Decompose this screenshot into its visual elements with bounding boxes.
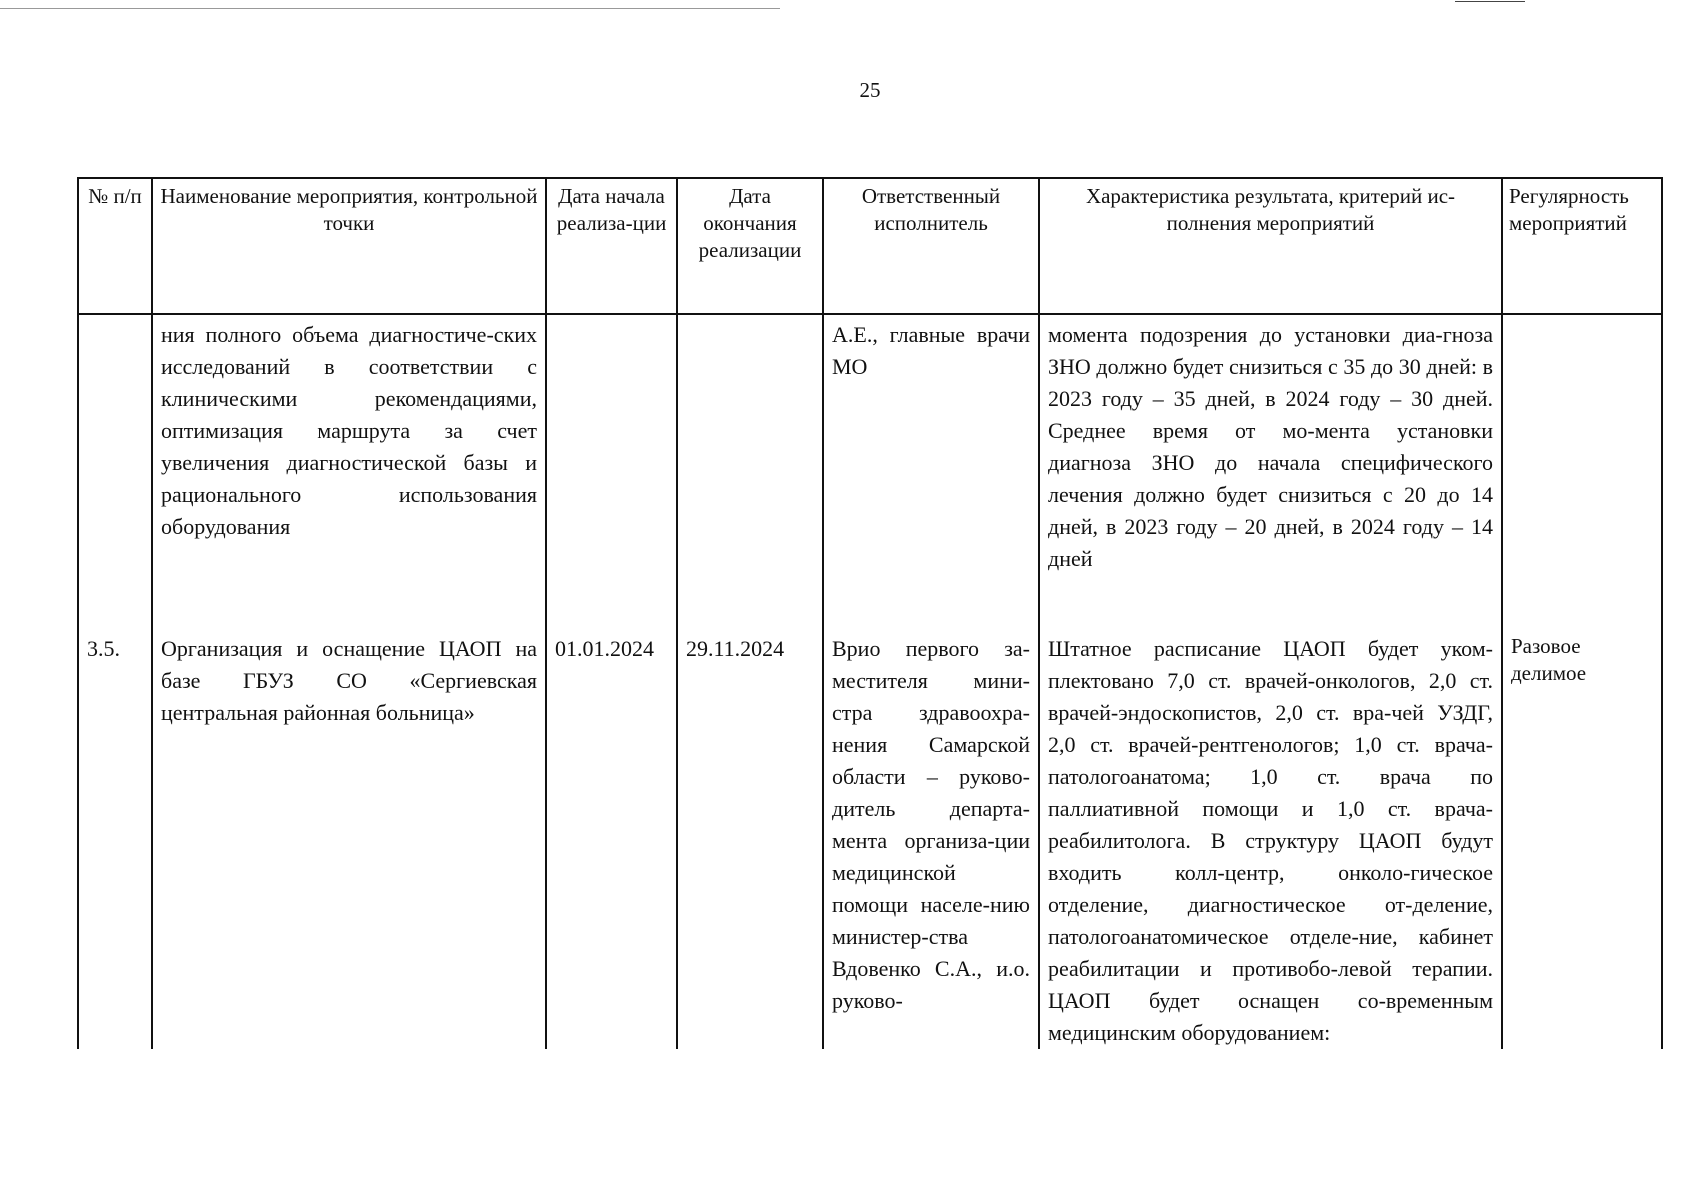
header-number: № п/п (78, 178, 152, 314)
header-end-date: Дата окончания реализации (677, 178, 823, 314)
row-number: 3.5. (78, 599, 152, 1049)
scan-edge-line (1455, 1, 1525, 2)
row-activity-name: Организация и оснащение ЦАОП на базе ГБУЗ СО «Сергиевская центральная районная больница» (152, 599, 546, 1049)
row-result: Штатное расписание ЦАОП будет уком-плектовано 7,0 ст. врачей-онкологов, 2,0 ст. врачей-эндоскопистов, 2,0 ст. вра-чей УЗДГ, 2,0 ст. врачей-рентгенологов; 1,0 ст. врача-патологоанатома; 1,0 ст. врача по паллиативной помощи и 1,0 ст. врача-реабилитолога. В структуру ЦАОП будут входить колл-центр, онколо-гическое отделение, диагностическое от-деление, патологоанатомическое отделе-ние, кабинет реабилитации и противобо-левой терапии. ЦАОП будет оснащен со-временным медицинским оборудованием: (1039, 599, 1502, 1049)
row-regularity (1502, 314, 1662, 599)
row-end-date: 29.11.2024 (677, 599, 823, 1049)
row-number (78, 314, 152, 599)
row-start-date (546, 314, 677, 599)
header-start-date: Дата начала реализа-ции (546, 178, 677, 314)
page-number: 25 (859, 78, 881, 102)
table-header-row (78, 178, 1662, 314)
header-regularity: Регулярность мероприятий (1502, 178, 1662, 314)
row-end-date (677, 314, 823, 599)
row-responsible: Врио первого за-местителя мини-стра здравоохра-нения Самарской области – руково-дитель департа-мента организа-ции медицинской помощи населе-нию министер-ства Вдовенко С.А., и.о. руково- (823, 599, 1039, 1049)
row-responsible: А.Е., главные врачи МО (823, 314, 1039, 599)
table-row (78, 314, 1662, 599)
header-activity-name: Наименование мероприятия, контрольной точки (152, 178, 546, 314)
header-responsible: Ответственный исполнитель (823, 178, 1039, 314)
scan-edge-line (0, 8, 780, 9)
row-regularity: Разовое делимое (1502, 599, 1662, 1049)
header-result: Характеристика результата, критерий ис-полнения мероприятий (1039, 178, 1502, 314)
row-activity-name: ния полного объема диагностиче-ских исследований в соответствии с клиническими рекомендациями, оптимизация маршрута за счет увеличения диагностической базы и рационального использования оборудования (152, 314, 546, 599)
row-result: момента подозрения до установки диа-гноза ЗНО должно будет снизиться с 35 до 30 дней: в 2023 году – 35 дней, в 2024 году – 30 дней. Среднее время от мо-мента установки диагноза ЗНО до начала специфического лечения должно будет снизиться с 20 до 14 дней, в 2023 году – 20 дней, в 2024 году – 14 дней (1039, 314, 1502, 599)
row-start-date: 01.01.2024 (546, 599, 677, 1049)
activities-table (77, 177, 1663, 1049)
table-row (78, 599, 1662, 1049)
